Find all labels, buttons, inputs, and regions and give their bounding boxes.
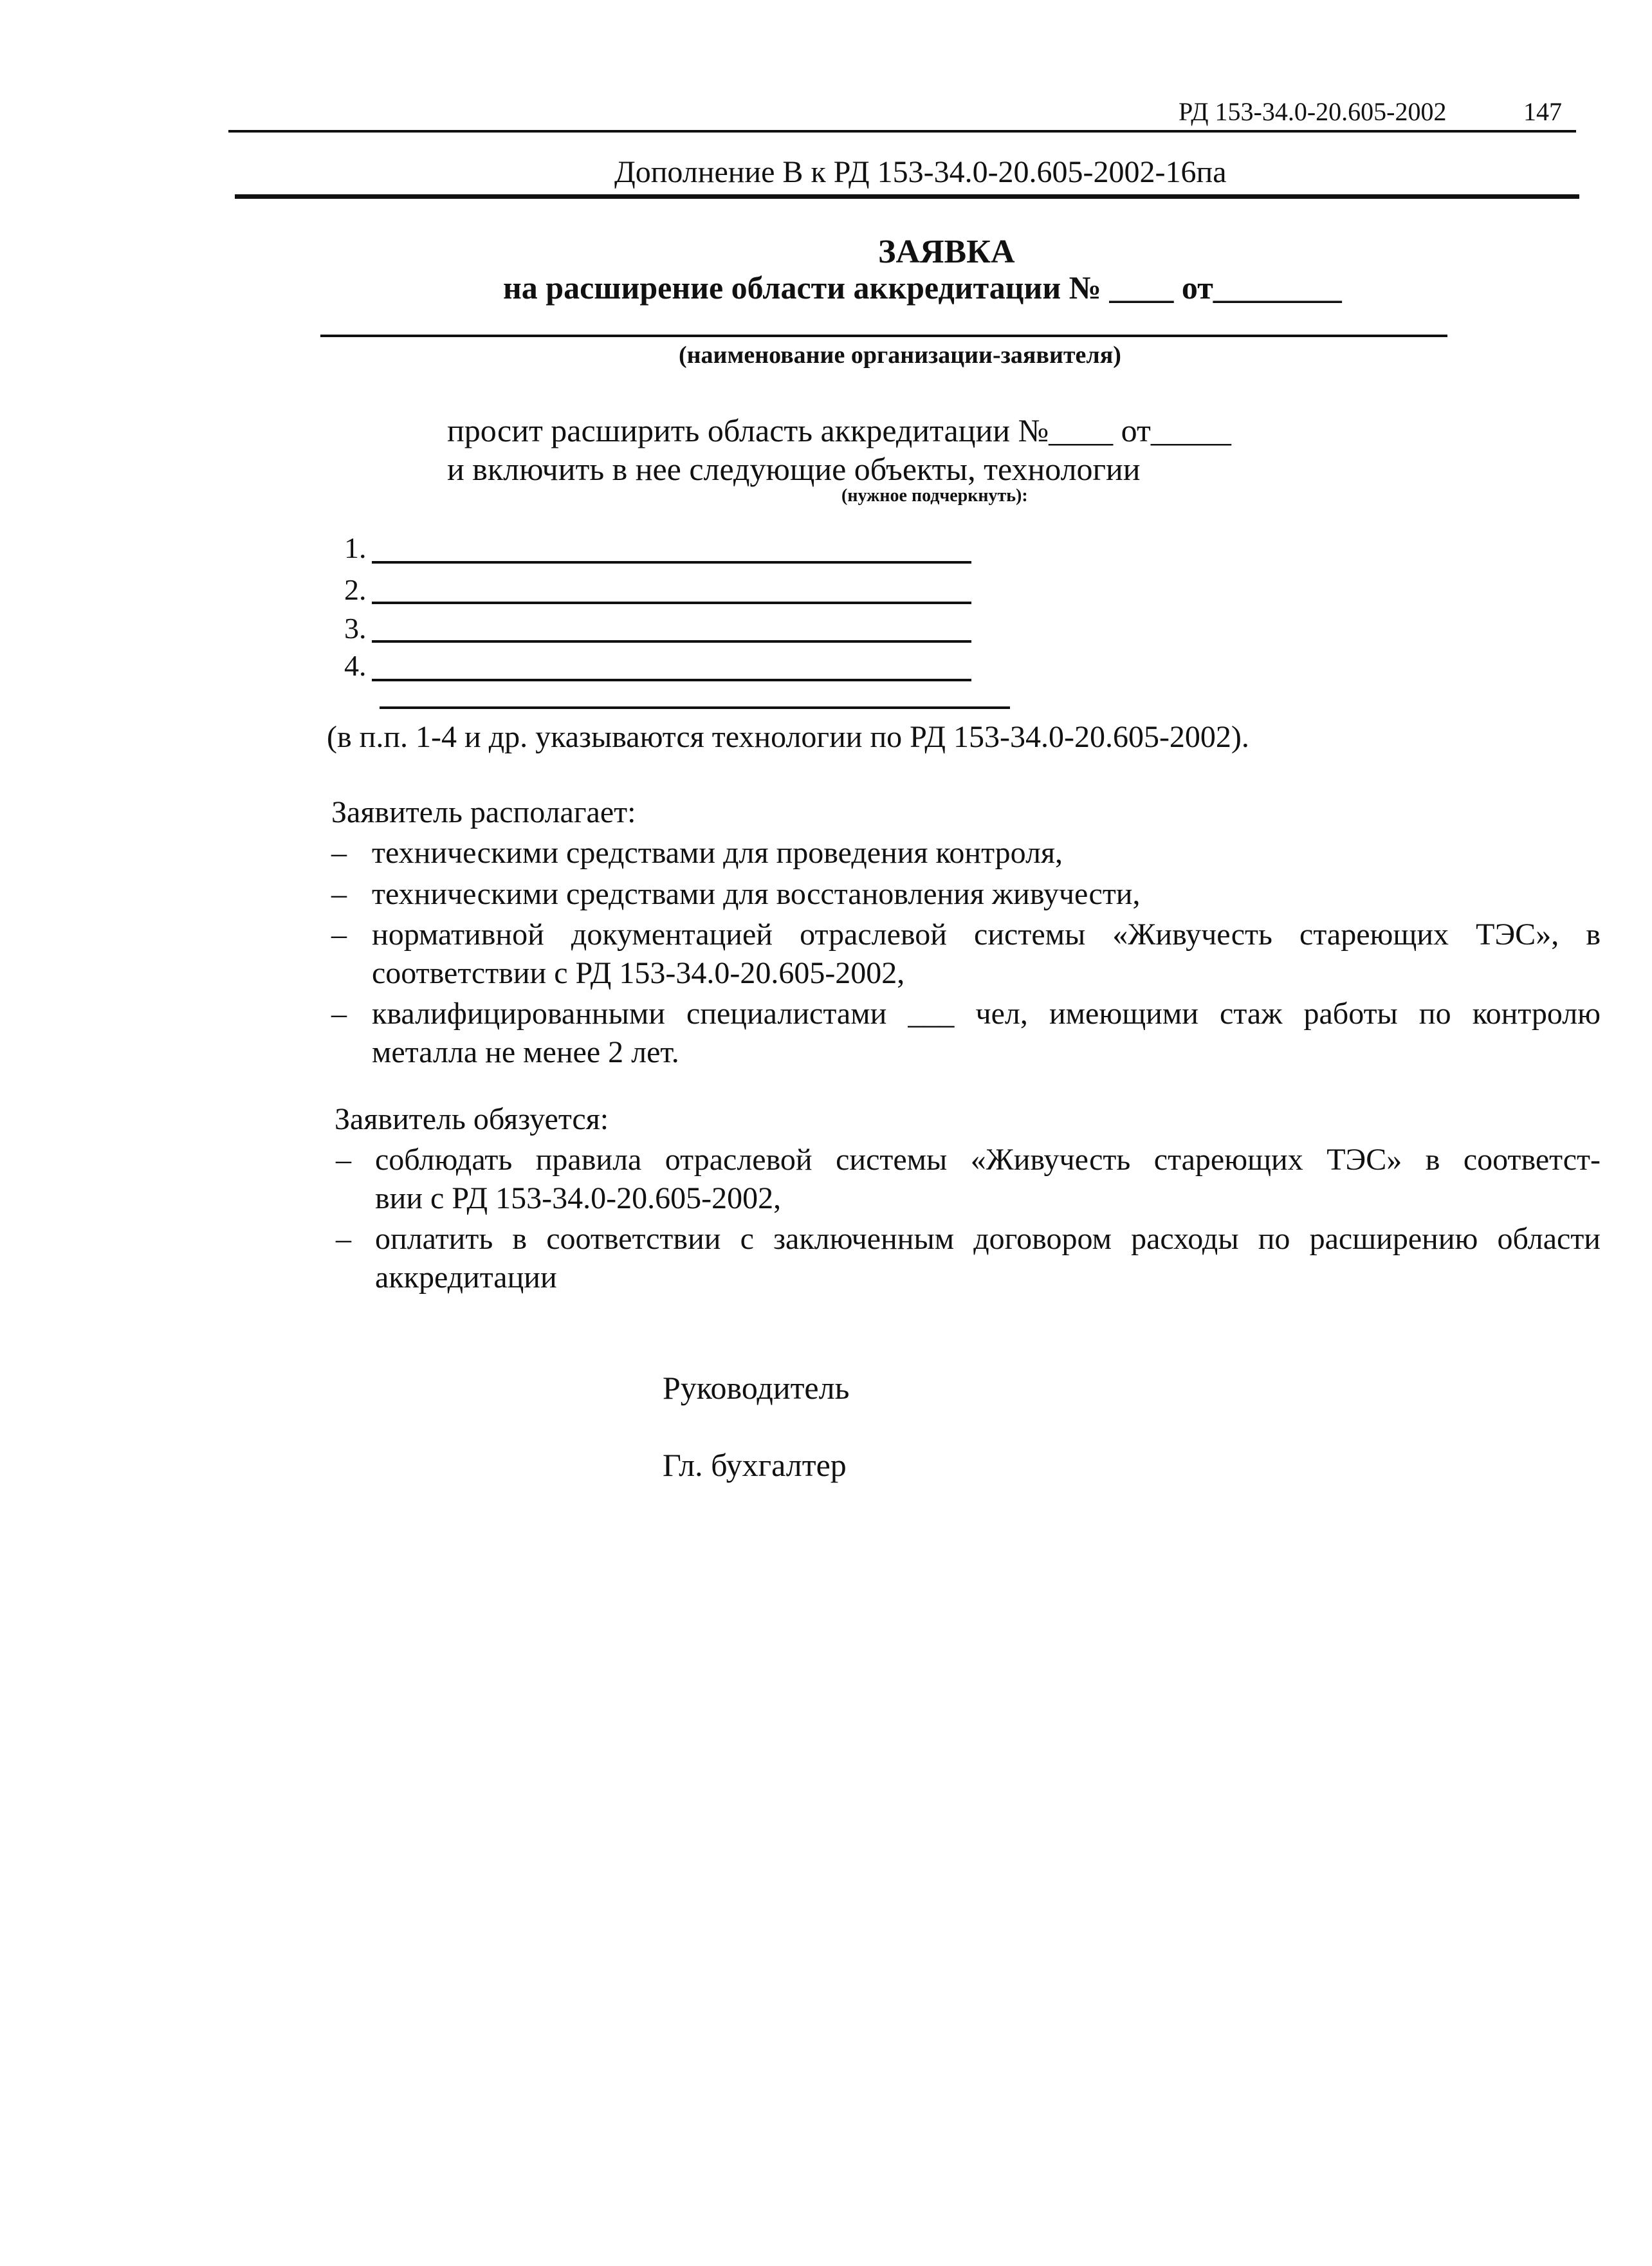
- signature-accountant: Гл. бухгалтер: [663, 1447, 847, 1483]
- item-number: 2.: [344, 573, 367, 606]
- list-dash: –: [336, 1222, 351, 1256]
- list-dash: –: [331, 836, 347, 870]
- supplement-heading: Дополнение В к РД 153-34.0-20.605-2002-16па: [614, 155, 1227, 189]
- list-item-continuation: вии с РД 153-34.0-20.605-2002,: [375, 1181, 782, 1215]
- list-item: нормативной документацией отраслевой системы «Живучесть стареющих ТЭС», в: [372, 917, 1601, 952]
- underline-note: (нужное подчеркнуть):: [841, 486, 1028, 506]
- page-title: ЗАЯВКА: [878, 234, 1015, 270]
- items-note: (в п.п. 1-4 и др. указываются технологии по РД 153-34.0-20.605-2002).: [327, 720, 1249, 754]
- list-dash: –: [336, 1143, 351, 1177]
- item-number: 3.: [344, 612, 367, 645]
- request-line-2: и включить в нее следующие объекты, технологии: [447, 451, 1141, 487]
- supplement-divider: [235, 194, 1579, 199]
- list-item-continuation: металла не менее 2 лет.: [372, 1035, 679, 1069]
- list-item-continuation: соответствии с РД 153-34.0-20.605-2002,: [372, 956, 905, 990]
- page-number: 147: [1523, 97, 1562, 126]
- item-blank-line: [372, 602, 971, 604]
- item-blank-line: [372, 640, 971, 643]
- list-item: квалифицированными специалистами ___ чел, имеющими стаж работы по контролю: [372, 997, 1601, 1031]
- item-blank-line: [372, 561, 971, 564]
- item-number: 4.: [344, 649, 367, 682]
- request-line-1: просит расширить область аккредитации №____ от_____: [447, 412, 1231, 448]
- list-item: соблюдать правила отраслевой системы «Живучесть стареющих ТЭС» в соответст-: [375, 1143, 1601, 1177]
- header-divider: [228, 130, 1576, 133]
- list-dash: –: [331, 997, 347, 1031]
- list-dash: –: [331, 917, 347, 952]
- list-item-continuation: аккредитации: [375, 1260, 557, 1294]
- item-number: 1.: [344, 531, 367, 564]
- item-blank-line: [372, 679, 971, 681]
- signature-head: Руководитель: [663, 1370, 850, 1406]
- list-item: техническими средствами для проведения контроля,: [372, 836, 1063, 870]
- applicant-has-title: Заявитель располагает:: [331, 795, 636, 829]
- organization-name-line: [320, 335, 1447, 337]
- list-item: техническими средствами для восстановления живучести,: [372, 877, 1141, 911]
- document-code: РД 153-34.0-20.605-2002: [1179, 97, 1447, 126]
- applicant-obliges-title: Заявитель обязуется:: [335, 1102, 609, 1136]
- organization-caption: (наименование организации-заявителя): [679, 342, 1121, 369]
- list-dash: –: [331, 877, 347, 911]
- items-end-line: [380, 706, 1010, 709]
- page-subtitle: на расширение области аккредитации № ____ от________: [503, 270, 1342, 306]
- list-item: оплатить в соответствии с заключенным договором расходы по расширению области: [375, 1222, 1601, 1256]
